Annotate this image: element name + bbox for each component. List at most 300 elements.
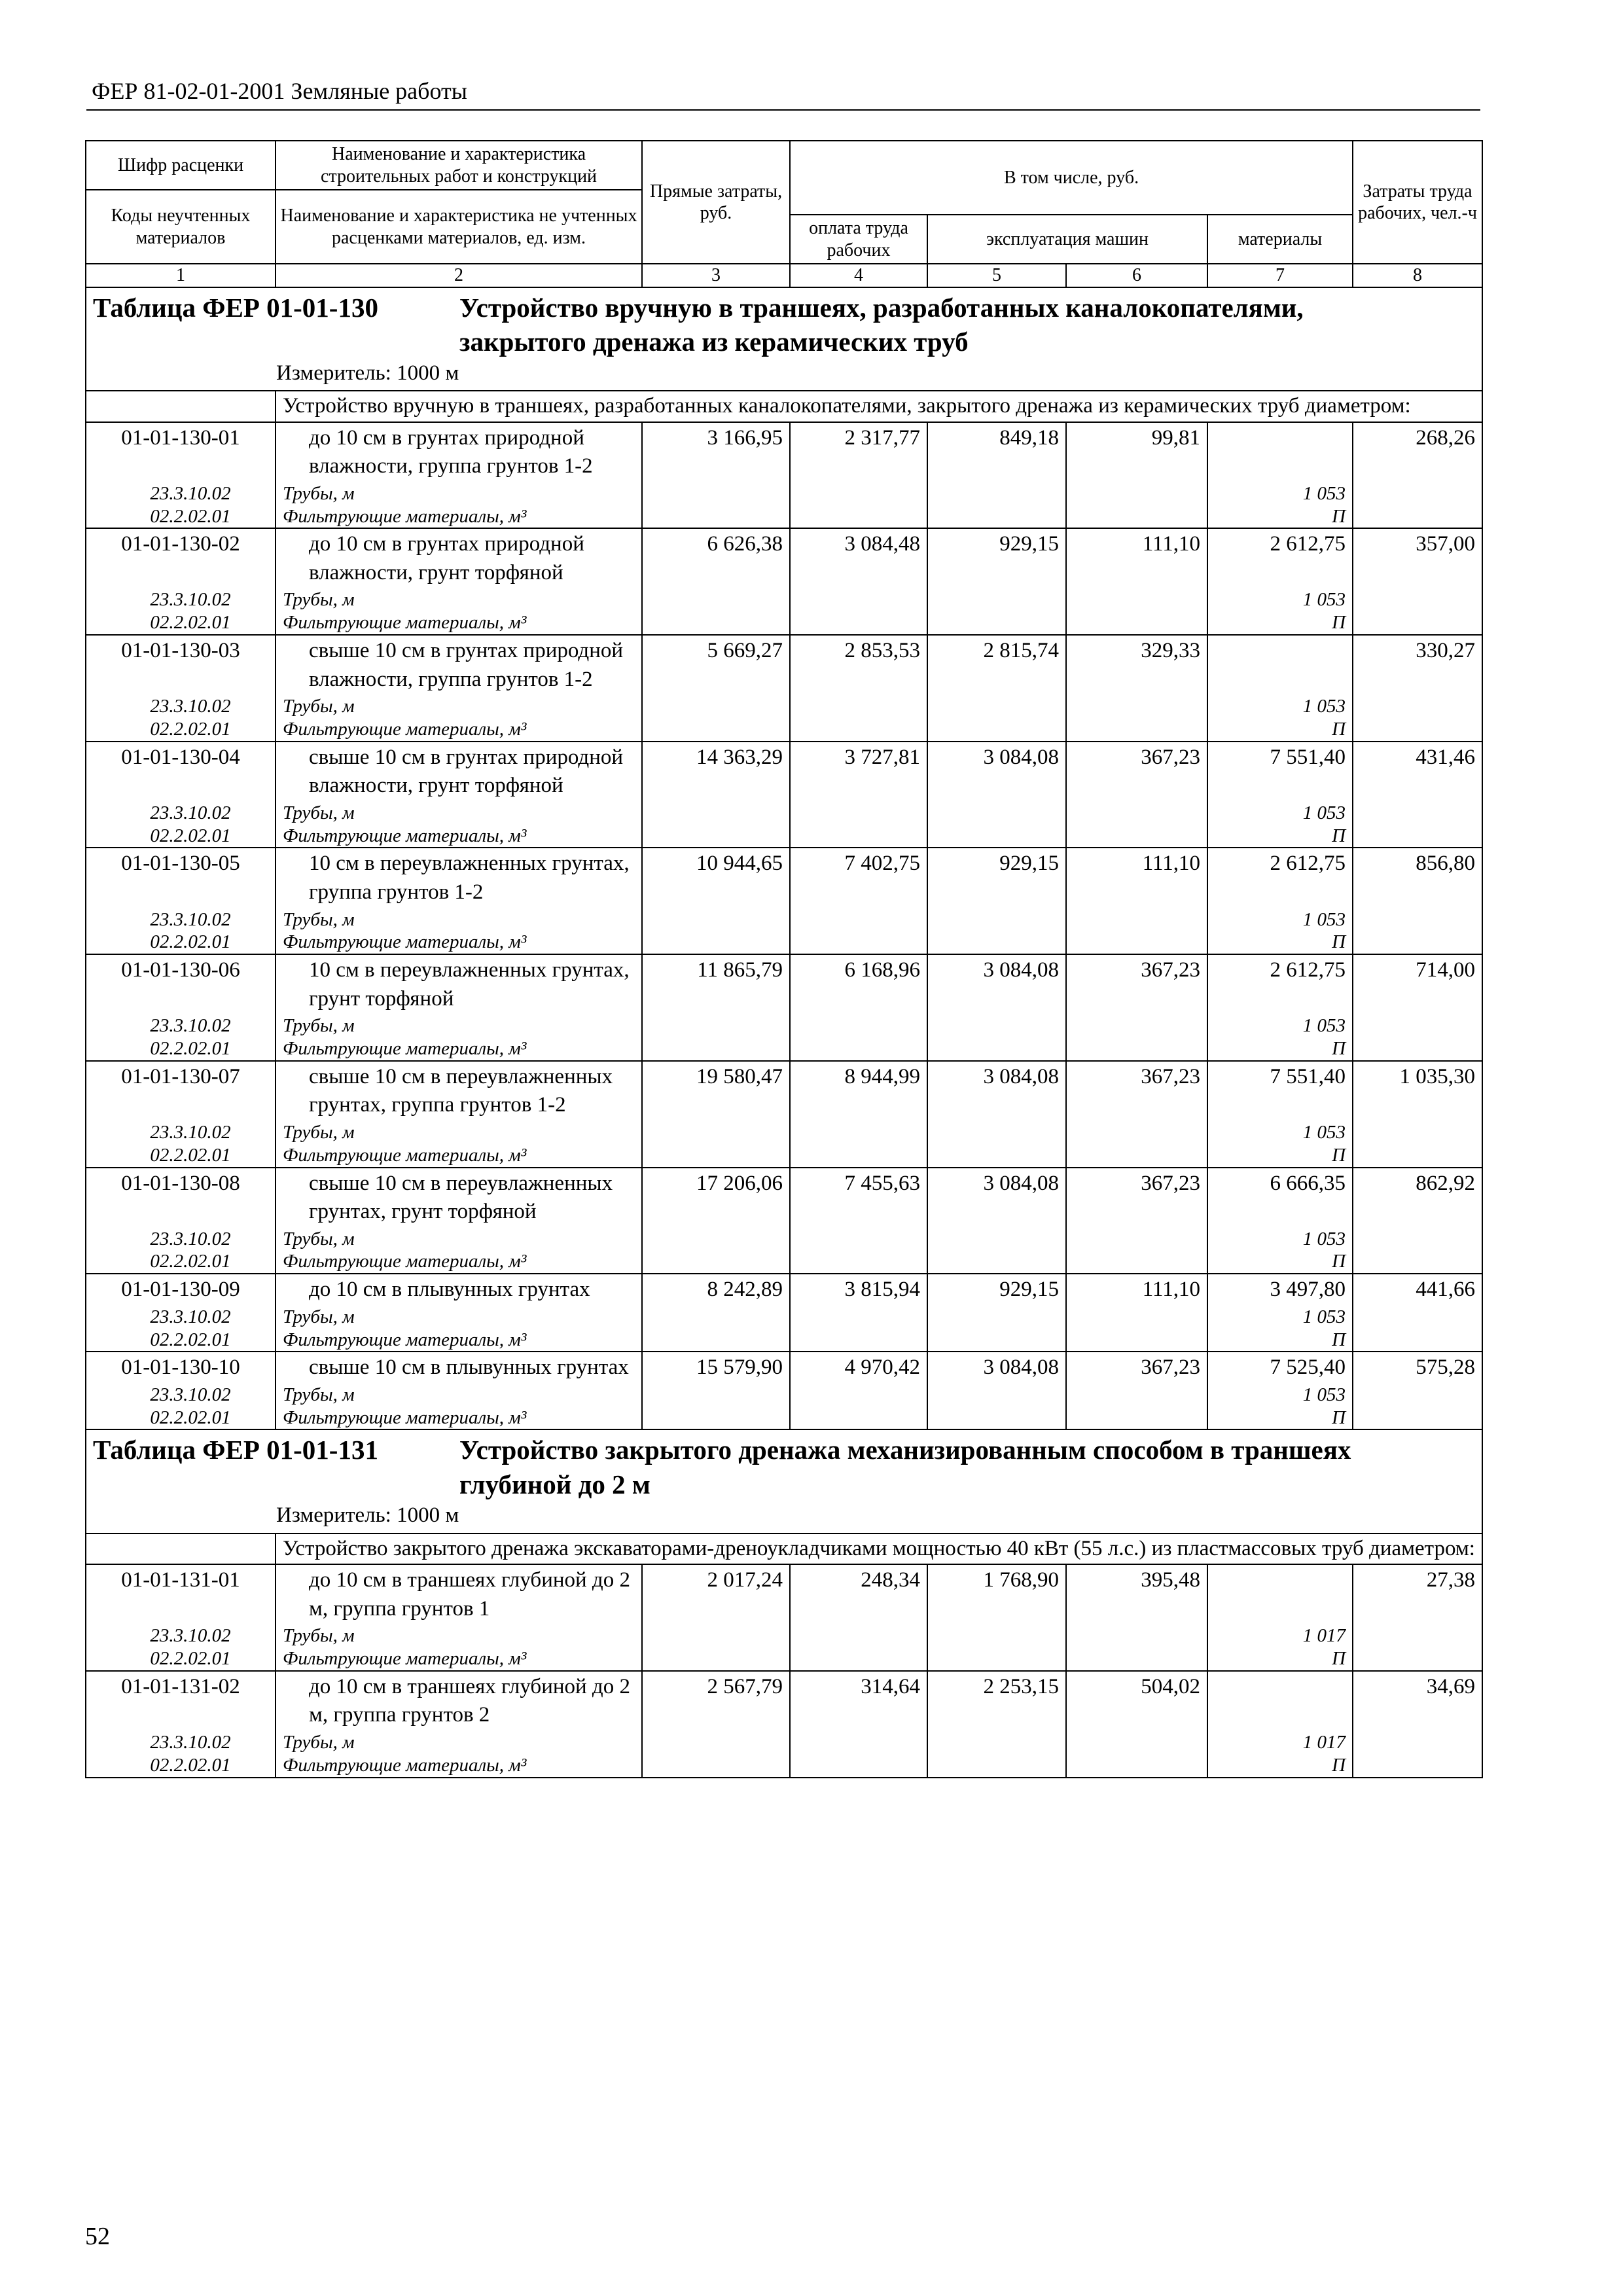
materials-cost bbox=[1207, 1671, 1353, 1731]
machines-total: 2 815,74 bbox=[927, 635, 1066, 695]
empty-cell bbox=[1066, 1037, 1207, 1061]
material-name: Трубы, м bbox=[276, 482, 642, 505]
labor-cost: 714,00 bbox=[1353, 954, 1482, 1014]
empty-cell bbox=[1353, 1624, 1482, 1647]
material-amount: 1 053 bbox=[1207, 1306, 1353, 1329]
empty-cell bbox=[790, 1384, 927, 1407]
col-name-top: Наименование и характеристика строительных работ и конструкций bbox=[276, 141, 642, 190]
empty-cell bbox=[790, 931, 927, 954]
empty-cell bbox=[790, 482, 927, 505]
empty-cell bbox=[642, 718, 790, 742]
work-name: 10 см в переувлажненных грунтах, группа грунтов 1-2 bbox=[276, 848, 642, 908]
empty-cell bbox=[642, 1329, 790, 1352]
empty-cell bbox=[642, 1037, 790, 1061]
empty-cell bbox=[790, 1250, 927, 1274]
material-row bbox=[86, 1121, 1482, 1144]
material-row bbox=[86, 718, 1482, 742]
section-title: Устройство вручную в траншеях, разработанных каналокопателями, закрытого дренажа из керамических труб bbox=[459, 292, 1304, 357]
empty-cell bbox=[1353, 1121, 1482, 1144]
empty-cell bbox=[790, 1624, 927, 1647]
work-name: свыше 10 см в плывунных грунтах bbox=[276, 1352, 642, 1384]
machines-wages: 367,23 bbox=[1066, 1061, 1207, 1121]
col-direct: Прямые затраты, руб. bbox=[642, 141, 790, 264]
col-name-bottom: Наименование и характеристика не учтенных расценками материалов, ед. изм. bbox=[276, 190, 642, 264]
material-name: Фильтрующие материалы, м³ bbox=[276, 505, 642, 529]
material-code: 23.3.10.02 bbox=[86, 482, 276, 505]
materials-cost bbox=[1207, 422, 1353, 482]
empty-cell bbox=[790, 802, 927, 825]
empty-cell bbox=[642, 611, 790, 635]
col-code-top: Шифр расценки bbox=[86, 141, 276, 190]
col-number: 3 bbox=[642, 264, 790, 287]
empty-cell bbox=[927, 825, 1066, 848]
table-row bbox=[86, 1061, 1482, 1121]
direct-cost: 5 669,27 bbox=[642, 635, 790, 695]
empty-cell bbox=[642, 1624, 790, 1647]
empty-cell bbox=[1066, 1754, 1207, 1778]
machines-total: 929,15 bbox=[927, 1274, 1066, 1306]
materials-cost bbox=[1207, 1564, 1353, 1624]
material-name: Трубы, м bbox=[276, 1121, 642, 1144]
empty-cell bbox=[1353, 1384, 1482, 1407]
material-row bbox=[86, 695, 1482, 718]
col-wages: оплата труда рабочих bbox=[790, 215, 927, 264]
material-name: Трубы, м bbox=[276, 1014, 642, 1037]
empty-cell bbox=[927, 588, 1066, 611]
materials-cost: 7 551,40 bbox=[1207, 1061, 1353, 1121]
col-number: 1 bbox=[86, 264, 276, 287]
direct-cost: 2 567,79 bbox=[642, 1671, 790, 1731]
material-row bbox=[86, 1384, 1482, 1407]
empty-cell bbox=[790, 1037, 927, 1061]
empty-cell bbox=[1066, 1121, 1207, 1144]
material-row bbox=[86, 1306, 1482, 1329]
material-row bbox=[86, 931, 1482, 954]
wages-cost: 7 455,63 bbox=[790, 1168, 927, 1228]
empty-cell bbox=[927, 802, 1066, 825]
machines-wages: 504,02 bbox=[1066, 1671, 1207, 1731]
col-code-bottom: Коды неучтенных материалов bbox=[86, 190, 276, 264]
materials-cost: 7 551,40 bbox=[1207, 742, 1353, 802]
empty-cell bbox=[642, 1306, 790, 1329]
material-code: 23.3.10.02 bbox=[86, 1121, 276, 1144]
table-body bbox=[86, 287, 1482, 1778]
empty-cell bbox=[642, 482, 790, 505]
empty-cell bbox=[642, 505, 790, 529]
empty-cell bbox=[1353, 1407, 1482, 1430]
wages-cost: 314,64 bbox=[790, 1671, 927, 1731]
empty-cell bbox=[927, 611, 1066, 635]
empty-cell bbox=[1066, 1384, 1207, 1407]
machines-wages: 367,23 bbox=[1066, 954, 1207, 1014]
table-row bbox=[86, 954, 1482, 1014]
material-row bbox=[86, 1250, 1482, 1274]
empty-cell bbox=[1066, 718, 1207, 742]
section-label: Таблица ФЕР 01-01-131 bbox=[93, 1435, 378, 1465]
material-amount: 1 017 bbox=[1207, 1624, 1353, 1647]
empty-cell bbox=[1066, 1250, 1207, 1274]
empty-cell bbox=[927, 1306, 1066, 1329]
rate-code: 01-01-130-10 bbox=[86, 1352, 276, 1384]
machines-wages: 395,48 bbox=[1066, 1564, 1207, 1624]
material-row bbox=[86, 1754, 1482, 1778]
material-code: 02.2.02.01 bbox=[86, 505, 276, 529]
empty-cell bbox=[790, 505, 927, 529]
material-name: Фильтрующие материалы, м³ bbox=[276, 825, 642, 848]
material-code: 02.2.02.01 bbox=[86, 1647, 276, 1671]
material-name: Фильтрующие материалы, м³ bbox=[276, 1037, 642, 1061]
empty-cell bbox=[1353, 908, 1482, 931]
material-name: Фильтрующие материалы, м³ bbox=[276, 1407, 642, 1430]
direct-cost: 6 626,38 bbox=[642, 528, 790, 588]
section-title-row bbox=[86, 1429, 1482, 1501]
direct-cost: 2 017,24 bbox=[642, 1564, 790, 1624]
direct-cost: 15 579,90 bbox=[642, 1352, 790, 1384]
material-amount: 1 053 bbox=[1207, 802, 1353, 825]
empty-cell bbox=[927, 482, 1066, 505]
empty-cell bbox=[1353, 1306, 1482, 1329]
empty-cell bbox=[1353, 482, 1482, 505]
machines-total: 849,18 bbox=[927, 422, 1066, 482]
labor-cost: 268,26 bbox=[1353, 422, 1482, 482]
column-numbers-row bbox=[86, 264, 1482, 287]
table-row bbox=[86, 635, 1482, 695]
table-row bbox=[86, 848, 1482, 908]
empty-cell bbox=[642, 588, 790, 611]
material-amount: П bbox=[1207, 1407, 1353, 1430]
page-header: ФЕР 81-02-01-2001 Земляные работы bbox=[92, 78, 467, 104]
table-row bbox=[86, 1168, 1482, 1228]
rate-code: 01-01-130-07 bbox=[86, 1061, 276, 1121]
machines-wages: 329,33 bbox=[1066, 635, 1207, 695]
materials-cost: 7 525,40 bbox=[1207, 1352, 1353, 1384]
work-name: до 10 см в грунтах природной влажности, грунт торфяной bbox=[276, 528, 642, 588]
machines-total: 3 084,08 bbox=[927, 742, 1066, 802]
empty-cell bbox=[642, 1121, 790, 1144]
empty-cell bbox=[790, 718, 927, 742]
empty-cell bbox=[790, 1407, 927, 1430]
empty-cell bbox=[927, 1384, 1066, 1407]
rate-code: 01-01-130-04 bbox=[86, 742, 276, 802]
material-name: Фильтрующие материалы, м³ bbox=[276, 1754, 642, 1778]
empty-cell bbox=[642, 908, 790, 931]
empty-cell bbox=[1353, 1014, 1482, 1037]
empty-cell bbox=[1353, 1037, 1482, 1061]
material-amount: 1 053 bbox=[1207, 588, 1353, 611]
material-code: 23.3.10.02 bbox=[86, 588, 276, 611]
labor-cost: 1 035,30 bbox=[1353, 1061, 1482, 1121]
material-name: Трубы, м bbox=[276, 1306, 642, 1329]
empty-cell bbox=[790, 1306, 927, 1329]
table-header bbox=[86, 141, 1482, 287]
col-number: 4 bbox=[790, 264, 927, 287]
section-description: Устройство закрытого дренажа экскаваторами-дреноукладчиками мощностью 40 кВт (55 л.с.) из пластмассовых труб диаметром: bbox=[276, 1534, 1482, 1564]
material-name: Трубы, м bbox=[276, 802, 642, 825]
empty-cell bbox=[790, 1014, 927, 1037]
empty-cell bbox=[927, 1407, 1066, 1430]
machines-wages: 99,81 bbox=[1066, 422, 1207, 482]
empty-cell bbox=[790, 1121, 927, 1144]
machines-wages: 367,23 bbox=[1066, 1352, 1207, 1384]
empty-cell bbox=[790, 611, 927, 635]
material-name: Фильтрующие материалы, м³ bbox=[276, 1250, 642, 1274]
col-number: 5 bbox=[927, 264, 1066, 287]
material-amount: 1 053 bbox=[1207, 908, 1353, 931]
work-name: свыше 10 см в грунтах природной влажности, группа грунтов 1-2 bbox=[276, 635, 642, 695]
empty-cell bbox=[1353, 1329, 1482, 1352]
empty-cell bbox=[1066, 505, 1207, 529]
empty-cell bbox=[1353, 588, 1482, 611]
direct-cost: 10 944,65 bbox=[642, 848, 790, 908]
material-amount: П bbox=[1207, 931, 1353, 954]
material-row bbox=[86, 1228, 1482, 1251]
material-name: Фильтрующие материалы, м³ bbox=[276, 1647, 642, 1671]
section-title: Устройство закрытого дренажа механизированным способом в траншеях глубиной до 2 м bbox=[459, 1435, 1351, 1499]
table-row bbox=[86, 1564, 1482, 1624]
section-description-row bbox=[86, 1534, 1482, 1564]
empty-cell bbox=[1066, 1624, 1207, 1647]
col-number: 8 bbox=[1353, 264, 1482, 287]
empty-cell bbox=[1066, 1228, 1207, 1251]
table-row bbox=[86, 422, 1482, 482]
empty-cell bbox=[1353, 695, 1482, 718]
material-code: 02.2.02.01 bbox=[86, 611, 276, 635]
section-meter-row bbox=[86, 359, 1482, 391]
section-meter: Измеритель: 1000 м bbox=[86, 359, 1482, 391]
direct-cost: 11 865,79 bbox=[642, 954, 790, 1014]
materials-cost: 6 666,35 bbox=[1207, 1168, 1353, 1228]
work-name: 10 см в переувлажненных грунтах, грунт торфяной bbox=[276, 954, 642, 1014]
empty-cell bbox=[1066, 611, 1207, 635]
empty-cell bbox=[790, 695, 927, 718]
machines-total: 929,15 bbox=[927, 528, 1066, 588]
empty-cell bbox=[1353, 802, 1482, 825]
material-row bbox=[86, 611, 1482, 635]
material-amount: П bbox=[1207, 1250, 1353, 1274]
empty-cell bbox=[927, 505, 1066, 529]
machines-total: 3 084,08 bbox=[927, 1352, 1066, 1384]
empty-cell bbox=[790, 1754, 927, 1778]
empty-cell bbox=[1353, 1250, 1482, 1274]
labor-cost: 34,69 bbox=[1353, 1671, 1482, 1731]
labor-cost: 431,46 bbox=[1353, 742, 1482, 802]
work-name: до 10 см в грунтах природной влажности, группа грунтов 1-2 bbox=[276, 422, 642, 482]
machines-wages: 111,10 bbox=[1066, 848, 1207, 908]
material-row bbox=[86, 588, 1482, 611]
material-code: 23.3.10.02 bbox=[86, 1228, 276, 1251]
empty-cell bbox=[927, 718, 1066, 742]
empty-cell bbox=[927, 1731, 1066, 1754]
material-name: Трубы, м bbox=[276, 1228, 642, 1251]
empty-cell bbox=[927, 1228, 1066, 1251]
empty-cell bbox=[1353, 718, 1482, 742]
empty-cell bbox=[642, 1014, 790, 1037]
empty-cell bbox=[642, 1647, 790, 1671]
machines-total: 3 084,08 bbox=[927, 954, 1066, 1014]
col-incl: В том числе, руб. bbox=[790, 141, 1353, 215]
material-amount: П bbox=[1207, 1144, 1353, 1168]
materials-cost: 2 612,75 bbox=[1207, 848, 1353, 908]
material-code: 02.2.02.01 bbox=[86, 718, 276, 742]
empty-cell bbox=[642, 802, 790, 825]
empty-cell bbox=[1353, 1754, 1482, 1778]
empty-cell bbox=[927, 1624, 1066, 1647]
empty-cell bbox=[1353, 825, 1482, 848]
work-name: до 10 см в плывунных грунтах bbox=[276, 1274, 642, 1306]
empty-cell bbox=[642, 1250, 790, 1274]
empty-cell bbox=[642, 1228, 790, 1251]
work-name: свыше 10 см в переувлажненных грунтах, группа грунтов 1-2 bbox=[276, 1061, 642, 1121]
empty-cell bbox=[1353, 1144, 1482, 1168]
material-row bbox=[86, 1037, 1482, 1061]
material-amount: П bbox=[1207, 1329, 1353, 1352]
wages-cost: 4 970,42 bbox=[790, 1352, 927, 1384]
empty-cell bbox=[790, 1144, 927, 1168]
material-code: 02.2.02.01 bbox=[86, 1250, 276, 1274]
material-name: Трубы, м bbox=[276, 1731, 642, 1754]
empty-cell bbox=[927, 1754, 1066, 1778]
wages-cost: 3 084,48 bbox=[790, 528, 927, 588]
machines-wages: 111,10 bbox=[1066, 1274, 1207, 1306]
rate-code: 01-01-130-01 bbox=[86, 422, 276, 482]
wages-cost: 2 853,53 bbox=[790, 635, 927, 695]
empty-cell bbox=[1066, 1731, 1207, 1754]
empty-cell bbox=[1353, 1731, 1482, 1754]
material-name: Трубы, м bbox=[276, 695, 642, 718]
empty-cell bbox=[1066, 588, 1207, 611]
material-row bbox=[86, 1624, 1482, 1647]
rate-code: 01-01-130-05 bbox=[86, 848, 276, 908]
section-description: Устройство вручную в траншеях, разработанных каналокопателями, закрытого дренажа из керамических труб диаметром: bbox=[276, 391, 1482, 422]
empty-cell bbox=[642, 1731, 790, 1754]
empty-cell bbox=[927, 908, 1066, 931]
empty-cell bbox=[1066, 1329, 1207, 1352]
material-name: Трубы, м bbox=[276, 1384, 642, 1407]
material-code: 02.2.02.01 bbox=[86, 1407, 276, 1430]
material-name: Трубы, м bbox=[276, 1624, 642, 1647]
table-row bbox=[86, 742, 1482, 802]
empty-cell bbox=[1353, 1228, 1482, 1251]
materials-cost bbox=[1207, 635, 1353, 695]
rate-code: 01-01-130-06 bbox=[86, 954, 276, 1014]
empty-cell bbox=[1066, 1647, 1207, 1671]
wages-cost: 248,34 bbox=[790, 1564, 927, 1624]
material-name: Фильтрующие материалы, м³ bbox=[276, 718, 642, 742]
wages-cost: 3 815,94 bbox=[790, 1274, 927, 1306]
empty-cell bbox=[1066, 908, 1207, 931]
empty-cell bbox=[642, 695, 790, 718]
labor-cost: 441,66 bbox=[1353, 1274, 1482, 1306]
labor-cost: 357,00 bbox=[1353, 528, 1482, 588]
work-name: до 10 см в траншеях глубиной до 2 м, группа грунтов 1 bbox=[276, 1564, 642, 1624]
material-row bbox=[86, 825, 1482, 848]
material-amount: П bbox=[1207, 505, 1353, 529]
material-amount: П bbox=[1207, 1647, 1353, 1671]
material-amount: 1 053 bbox=[1207, 1228, 1353, 1251]
empty-cell bbox=[1066, 695, 1207, 718]
direct-cost: 19 580,47 bbox=[642, 1061, 790, 1121]
material-amount: П bbox=[1207, 718, 1353, 742]
rate-code: 01-01-130-09 bbox=[86, 1274, 276, 1306]
work-name: свыше 10 см в грунтах природной влажности, грунт торфяной bbox=[276, 742, 642, 802]
material-code: 23.3.10.02 bbox=[86, 1384, 276, 1407]
material-amount: 1 017 bbox=[1207, 1731, 1353, 1754]
empty-cell bbox=[790, 1647, 927, 1671]
material-row bbox=[86, 802, 1482, 825]
labor-cost: 330,27 bbox=[1353, 635, 1482, 695]
material-code: 02.2.02.01 bbox=[86, 1329, 276, 1352]
empty-cell bbox=[642, 1754, 790, 1778]
labor-cost: 575,28 bbox=[1353, 1352, 1482, 1384]
material-amount: П bbox=[1207, 611, 1353, 635]
material-code: 02.2.02.01 bbox=[86, 1754, 276, 1778]
rate-code: 01-01-131-02 bbox=[86, 1671, 276, 1731]
material-amount: П bbox=[1207, 1754, 1353, 1778]
empty-cell bbox=[1353, 611, 1482, 635]
work-name: до 10 см в траншеях глубиной до 2 м, группа грунтов 2 bbox=[276, 1671, 642, 1731]
empty-cell bbox=[927, 931, 1066, 954]
material-amount: 1 053 bbox=[1207, 1384, 1353, 1407]
empty-cell bbox=[1066, 931, 1207, 954]
material-row bbox=[86, 1731, 1482, 1754]
material-name: Фильтрующие материалы, м³ bbox=[276, 611, 642, 635]
materials-cost: 3 497,80 bbox=[1207, 1274, 1353, 1306]
wages-cost: 6 168,96 bbox=[790, 954, 927, 1014]
machines-wages: 367,23 bbox=[1066, 1168, 1207, 1228]
material-row bbox=[86, 1647, 1482, 1671]
material-amount: П bbox=[1207, 825, 1353, 848]
direct-cost: 8 242,89 bbox=[642, 1274, 790, 1306]
empty-cell bbox=[927, 1121, 1066, 1144]
material-code: 23.3.10.02 bbox=[86, 1014, 276, 1037]
col-materials: материалы bbox=[1207, 215, 1353, 264]
material-code: 02.2.02.01 bbox=[86, 1144, 276, 1168]
material-code: 23.3.10.02 bbox=[86, 695, 276, 718]
rate-code: 01-01-131-01 bbox=[86, 1564, 276, 1624]
empty-cell bbox=[642, 1144, 790, 1168]
material-row bbox=[86, 1014, 1482, 1037]
wages-cost: 7 402,75 bbox=[790, 848, 927, 908]
empty-cell bbox=[1353, 931, 1482, 954]
direct-cost: 17 206,06 bbox=[642, 1168, 790, 1228]
material-name: Трубы, м bbox=[276, 908, 642, 931]
col-number: 7 bbox=[1207, 264, 1353, 287]
table-row bbox=[86, 1352, 1482, 1384]
material-name: Фильтрующие материалы, м³ bbox=[276, 1144, 642, 1168]
price-table bbox=[85, 140, 1483, 1778]
labor-cost: 862,92 bbox=[1353, 1168, 1482, 1228]
material-amount: П bbox=[1207, 1037, 1353, 1061]
table-row bbox=[86, 1274, 1482, 1306]
section-description-row bbox=[86, 391, 1482, 422]
empty-cell bbox=[1066, 1306, 1207, 1329]
empty-cell bbox=[927, 1329, 1066, 1352]
empty-cell bbox=[927, 1647, 1066, 1671]
material-code: 23.3.10.02 bbox=[86, 1306, 276, 1329]
work-name: свыше 10 см в переувлажненных грунтах, грунт торфяной bbox=[276, 1168, 642, 1228]
material-code: 02.2.02.01 bbox=[86, 931, 276, 954]
empty-cell bbox=[642, 1384, 790, 1407]
machines-total: 3 084,08 bbox=[927, 1168, 1066, 1228]
empty-cell bbox=[927, 1014, 1066, 1037]
header-rule bbox=[86, 109, 1480, 111]
empty-cell bbox=[927, 1144, 1066, 1168]
material-row bbox=[86, 908, 1482, 931]
empty-cell bbox=[1066, 1014, 1207, 1037]
material-name: Фильтрующие материалы, м³ bbox=[276, 931, 642, 954]
material-name: Трубы, м bbox=[276, 588, 642, 611]
material-code: 02.2.02.01 bbox=[86, 825, 276, 848]
